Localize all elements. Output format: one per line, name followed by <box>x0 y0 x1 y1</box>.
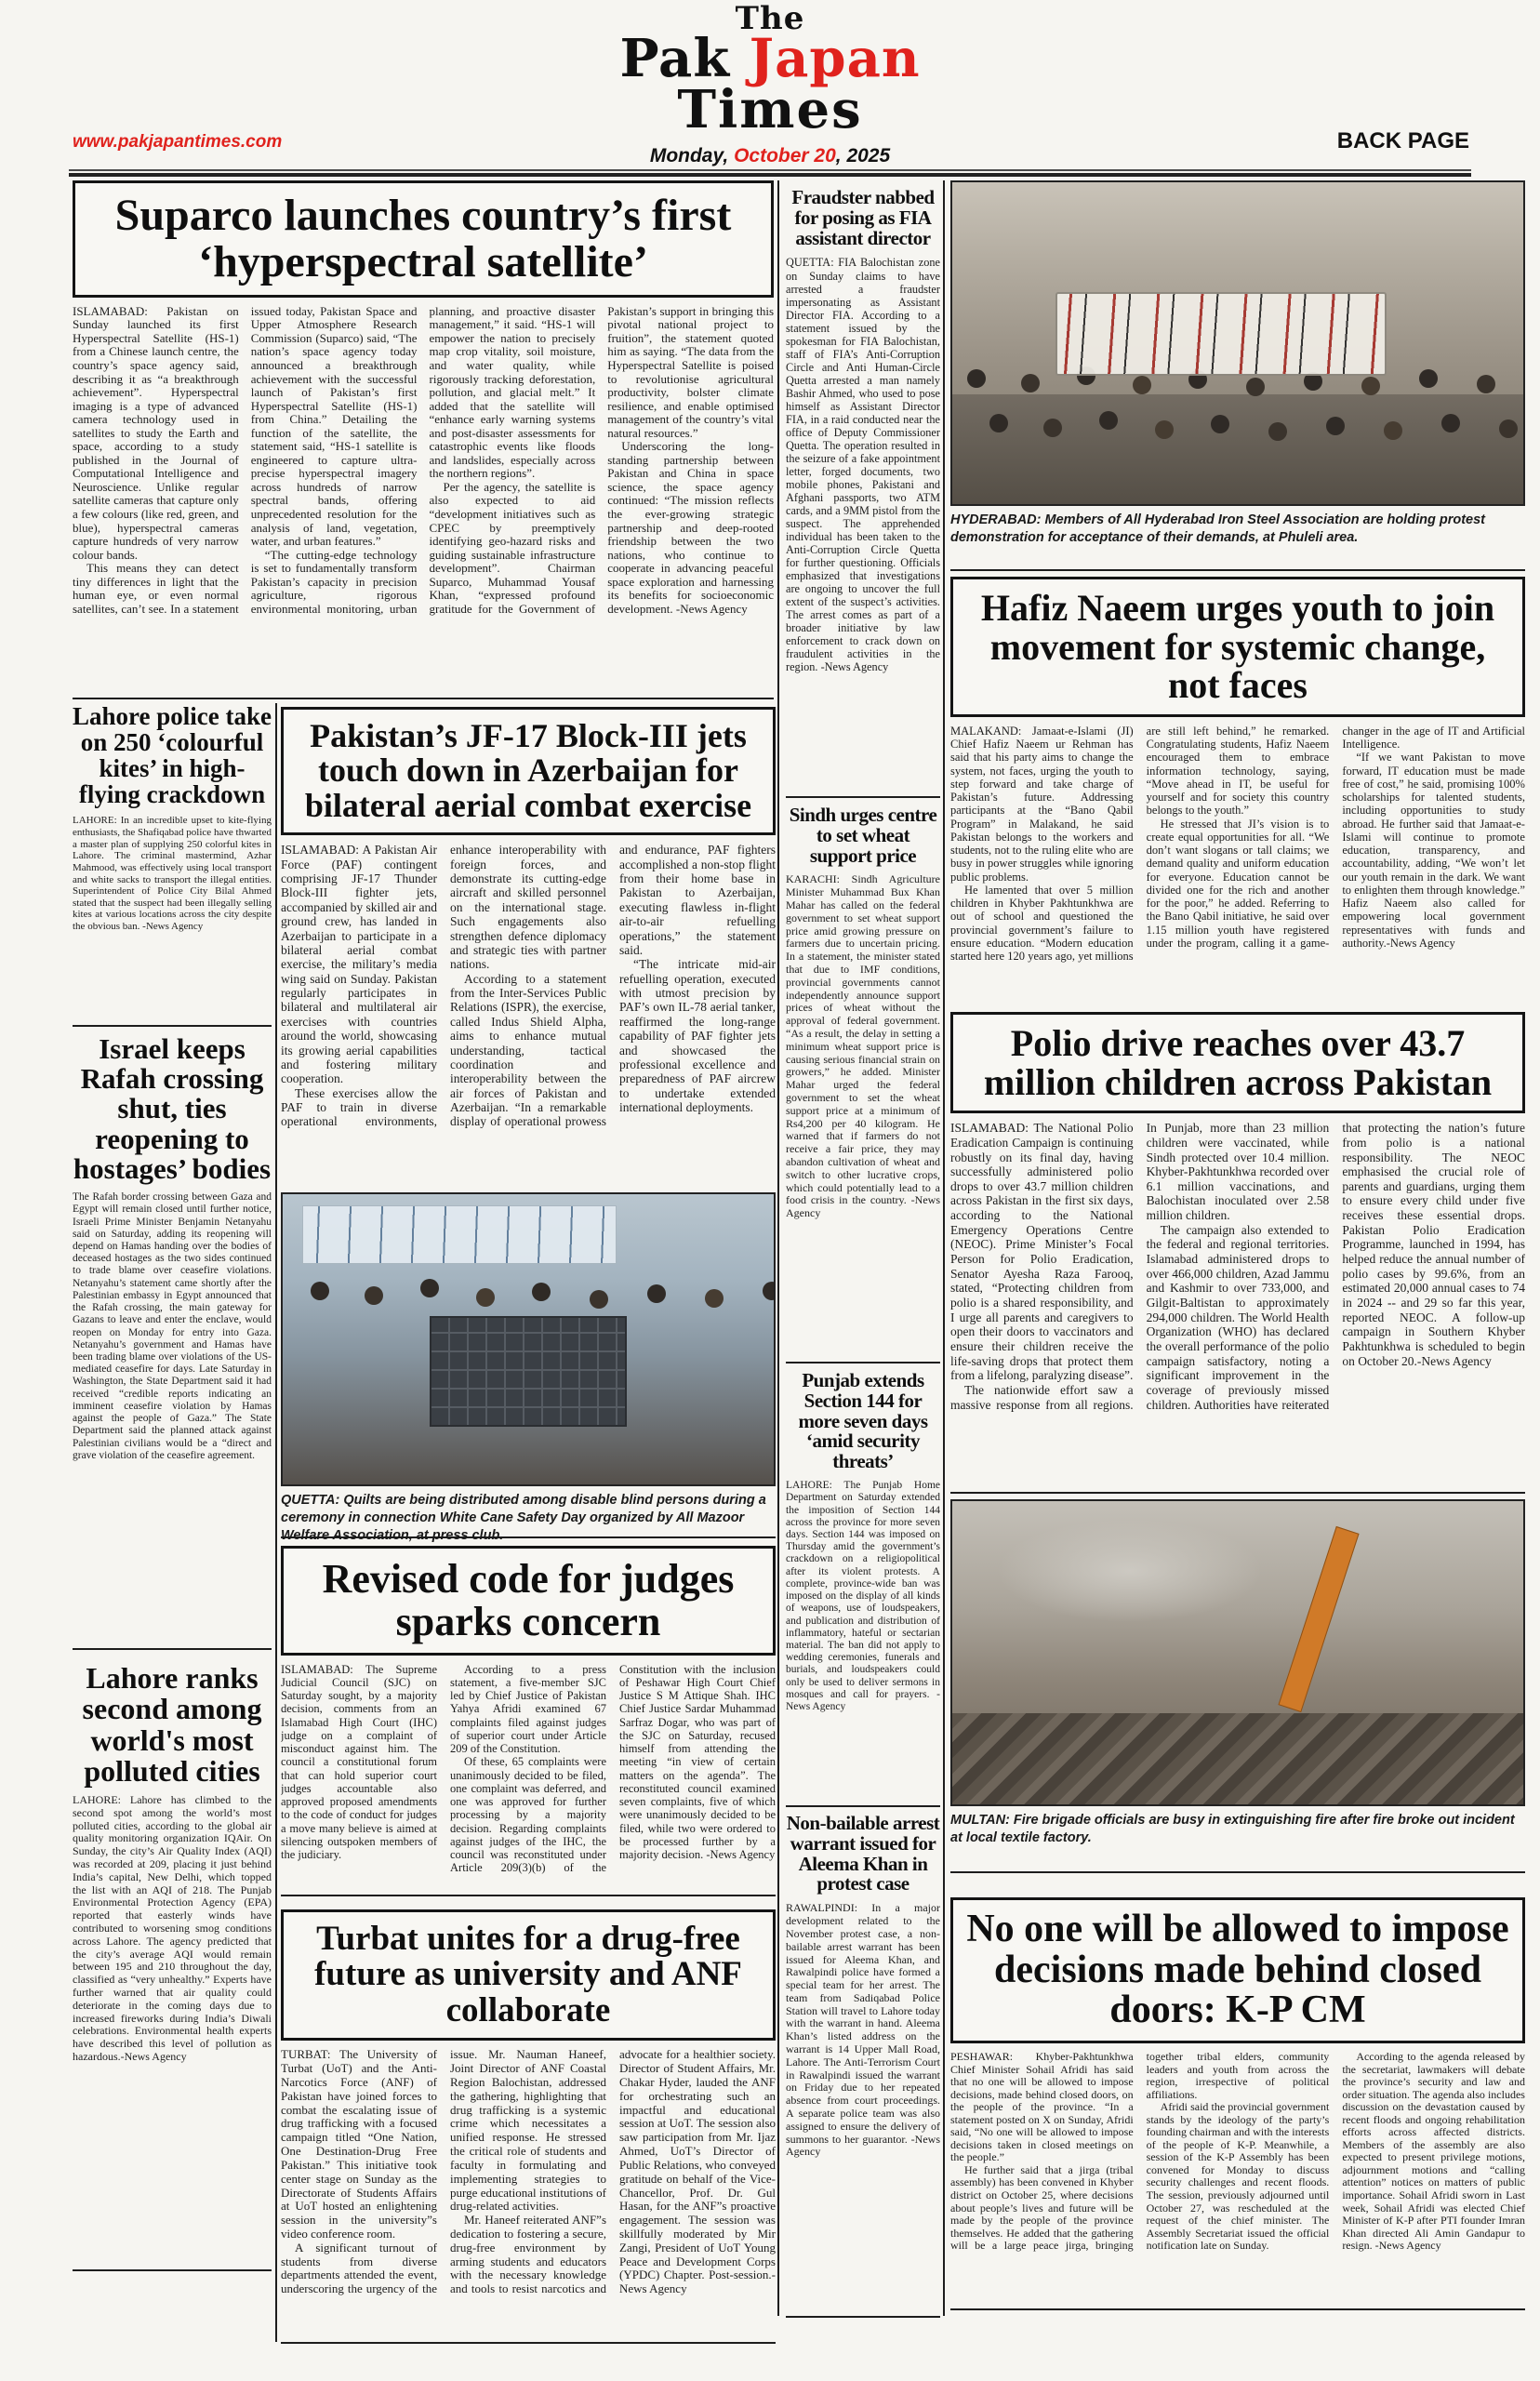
rule-under-kites <box>73 1025 272 1027</box>
protest-crowd-heads-row1 <box>967 369 986 388</box>
page-label: BACK PAGE <box>1336 128 1469 153</box>
website-url: www.pakjapantimes.com <box>73 132 283 152</box>
punjab144-headline: Punjab extends Section 144 for more seven days ‘amid security threats’ <box>798 1371 928 1473</box>
article-jf17 <box>281 707 776 1189</box>
fire-photo <box>950 1499 1525 1806</box>
polluted-headline: Lahore ranks second among world's most polluted cities <box>82 1663 262 1788</box>
rule-under-israel <box>73 1648 272 1650</box>
rule-under-fraudster <box>786 796 940 798</box>
masthead-line1: The <box>735 0 805 37</box>
sindh-body: KARACHI: Sindh Agriculture Minister Muhammad Bux Khan Mahar has called on the federal government to set wheat support price amid growing pressure on farmers due to uncertain pricing. In a statement, the minister stated that due to IMF conditions, provincial governments cannot independently announce support prices of wheat without the approval of federal government. “As a result, the delay in setting a minimum wheat support price is causing serious financial strain on growers,” he added. Minister Mahar urged the federal government to set the wheat support price at a minimum of Rs4,200 per 40 kilogram. He warned that if farmers do not receive a fair price, they may abandon cultivation of wheat and switch to other lucrative crops, which could potentially lead to a food crisis in the country. -News Agency <box>786 873 940 1220</box>
kites-body: LAHORE: In an incredible upset to kite-flying enthusiasts, the Shafiqabad police have thwarted a master plan of supplying 250 colorful kites in Lahore. The criminal mastermind, Azhar Mahmood, was effectively using local transport and white sacks to transport the illegal entities. Superintendent of Police City Bilal Ahmed stated that the suspect had been illegally selling kites at various locations across the city despite the obvious ban. -News Agency <box>73 815 272 933</box>
rule-under-kpcm <box>950 2308 1525 2310</box>
fire-caption: MULTAN: Fire brigade officials are busy in extinguishing fire after fire broke out incident at local textile factory. <box>950 1813 1515 1845</box>
rule-under-polio <box>950 1492 1525 1494</box>
article-punjab144 <box>786 1371 940 1801</box>
israel-body: The Rafah border crossing between Gaza and Egypt will remain closed until further notice, Israeli Prime Minister Benjamin Netanyahu said on Saturday, adding its reopening will depend on Hamas handing over the bodies of deceased hostages as the two sides continued to trade blame over ceasefire violations. Netanyahu’s statement came shortly after the Palestinian embassy in Egypt announced that the Rafah crossing, the main gateway for Gazans to leave and enter the enclave, would reopen on Monday for entry into Gaza. Netanyahu’s government and Hamas have been trading blame over violations of the US-mediated ceasefire for days. Late Saturday in Washington, the State Department said it had received “credible reports indicating an imminent ceasefire violation by Hamas against the people of Gaza.” The State Department said the planned attack against Palestinian civilians would be a “direct and grave violation of the ceasefire agreement. <box>73 1191 272 1461</box>
kites-headline: Lahore police take on 250 ‘colourful kites’ in high-flying crackdown <box>73 703 272 809</box>
smoke <box>998 1520 1260 1623</box>
article-israel <box>73 1034 272 1643</box>
article-kpcm <box>950 1897 1525 2303</box>
article-suparco <box>73 180 774 694</box>
rule-under-punjab <box>786 1805 940 1807</box>
israel-headline: Israel keeps Rafah crossing shut, ties reopening to hostages’ bodies <box>73 1034 272 1185</box>
article-revised <box>281 1546 776 1892</box>
rule-under-protest-caption <box>950 569 1525 571</box>
rule-under-suparco <box>73 698 774 699</box>
rule-under-fire-caption <box>950 1871 1525 1873</box>
turbat-headline: Turbat unites for a drug-free future as university and ANF collaborate <box>281 1909 776 2041</box>
rubble <box>952 1713 1523 1804</box>
crane-arm <box>1278 1526 1359 1712</box>
rule-under-turbat <box>281 2342 776 2344</box>
revised-headline: Revised code for judges sparks concern <box>281 1546 776 1656</box>
quilts-caption: QUETTA: Quilts are being distributed among disable blind persons during a ceremony in connection White Cane Safety Day organized by All Mazoor Welfare Association, at press club. <box>281 1493 766 1543</box>
kpcm-headline: No one will be allowed to impose decisions made behind closed doors: K-P CM <box>950 1897 1525 2043</box>
article-sindh <box>786 805 940 1358</box>
protest-photo-figure <box>950 180 1525 547</box>
fire-photo-figure <box>950 1499 1525 1847</box>
kpcm-body: PESHAWAR: Khyber-Pakhtunkhwa Chief Minister Sohail Afridi has said that no one will be allowed to impose decisions, made behind closed doors, on the people of the province. “In a statement posted on X on Sunday, Afridi said, “No one will be allowed to impose decisions taken in closed meetings on the people.” He further said that a jirga (tribal assembly) has been convened in Khyber district on October 25, where decisions about people’s lives and future will be made by the people of the province themselves. He added that the gathering will be a large peace jirga, bringing together tribal elders, community leaders and youth from across the region, irrespective of political affiliations. Afridi said the provincial government stands by the ideology of the party’s founding chairman and with the interests of the people of K-P. Meanwhile, a session of the K-P Assembly has been convened for Monday to discuss security challenges and recent floods. The session, previously adjourned until October 27, was rescheduled at the request of the chief minister. The Assembly Secretariat issued the official notification late on Sunday. According to the agenda released by the secretariat, lawmakers will debate the province’s security and law and order situation. The agenda also includes discussion on the devastation caused by recent floods and ongoing rehabilitation efforts across affected districts. Members of the assembly are also expected to present privilege motions, adjournment motions and “calling attention” notices on matters of public importance. Sohail Afridi sworn in Last week, Sohail Afridi was elected Chief Minister of K-P after PTI founder Imran Khan directed Ali Amin Gandapur to resign. -News Agency <box>950 2051 1525 2253</box>
article-polio <box>950 1012 1525 1486</box>
fraudster-body: QUETTA: FIA Balochistan zone on Sunday claims to have arrested a fraudster impersonating as Assistant Director FIA. According to a statement issued by the spokesman for FIA Balochistan, staff of FIA’s Anti-Corruption Circle and Anti Human-Circle Quetta arrested a man namely Bashir Ahmed, who used to pose himself as Assistant Director FIA, in a raid conducted near the office of Deputy Commissioner Quetta. The operation resulted in the seizure of a fake appointment letter, forged documents, two mobile phones, Pakistani and Afghani passports, two ATM cards, and a 9MM pistol from the suspect. The apprehended individual has been taken to the Anti-Corruption Circle Quetta for further questioning. Officials emphasized that investigations are ongoing to uncover the full extent of the suspect’s activities. The arrest comes as part of a broader initiative by law enforcement to crack down on fraudulent activities in the region. -News Agency <box>786 256 940 673</box>
revised-body: ISLAMABAD: The Supreme Judicial Council (SJC) on Saturday sought, by a majority decision, comments from an Islamabad High Court (IHC) judge on a complaint of misconduct against him. The council a constitutional forum that can hold superior court judges accountable also approved proposed amendments to the code of conduct for judges a move many believe is aimed at silencing outspoken members of the judiciary. According to a press statement, a five-member SJC led by Chief Justice of Pakistan Yahya Afridi examined 67 complaints filed against judges of superior court under Article 209 of the Constitution. Of these, 65 complaints were unanimously decided to be filed, one complaint was deferred, and one was approved for further processing by a majority decision. Regarding complaints against judges of the IHC, the council was reconstituted under Article 209(3)(b) of the Constitution with the inclusion of Peshawar High Court Chief Justice S M Attique Shah. IHC Chief Justice Sardar Muhammad Sarfraz Dogar, who was part of the SJC on Saturday, recused himself from attending the meeting “in view of certain matters on the agenda”. The reconstituted council examined seven complaints, five of which were unanimously decided to be filed, while two were ordered to be processed further by a majority decision. -News Agency <box>281 1662 776 1875</box>
protest-crowd-heads-row2 <box>989 414 1008 432</box>
jf17-headline: Pakistan’s JF-17 Block-III jets touch down in Azerbaijan for bilateral aerial combat exercise <box>281 707 776 835</box>
article-fraudster <box>786 188 940 791</box>
article-hafiz <box>950 577 1525 1004</box>
article-aleema <box>786 1814 940 2308</box>
quilts-photo <box>281 1192 776 1486</box>
fraudster-headline: Fraudster nabbed for posing as FIA assistant director <box>791 188 935 249</box>
protest-caption: HYDERABAD: Members of All Hyderabad Iron Steel Association are holding protest demonstration for acceptance of their demands, at Phuleli area. <box>950 512 1485 545</box>
rule-under-sindh <box>786 1362 940 1363</box>
hafiz-headline: Hafiz Naeem urges youth to join movement for systemic change, not faces <box>950 577 1525 717</box>
punjab144-body: LAHORE: The Punjab Home Department on Saturday extended the imposition of Section 144 across the province for more seven days. Section 144 was imposed on Thursday amid the government’s crackdown on a religiopolitical after its violent protests. A complete, province-wide ban was imposed on the display of all kinds of weapons, use of loudspeakers, and publication and distribution of inflammatory, hateful or sectarian material. The ban did not apply to wedding ceremonies, funerals and burials, and loudspeakers could only be used to deliver sermons in mosques and call for prayers. -News Agency <box>786 1480 940 1713</box>
quilts-banner <box>302 1205 617 1263</box>
rule-under-revised <box>281 1895 776 1896</box>
quilts-photo-figure <box>281 1192 776 1545</box>
date-month-day: October 20 <box>734 145 836 166</box>
polio-headline: Polio drive reaches over 43.7 million children across Pakistan <box>950 1012 1525 1113</box>
divider-vertical-1 <box>777 180 779 2316</box>
polio-body: ISLAMABAD: The National Polio Eradication Campaign is continuing robustly on its final day, having successfully administered polio drops to over 43.7 million children across Pakistan in the first six days, according to the National Emergency Operations Centre (NEOC). Prime Minister’s Focal Person for Polio Eradication, Senator Ayesha Raza Farooq, stated, “Protecting children from polio is a shared responsibility, and I urge all parents and caregivers to open their doors to vaccinators and ensure their children receive the life-saving drops that protect them from a lifelong, paralyzing disease”. The nationwide effort saw a massive response from all regions. In Punjab, more than 23 million children were vaccinated, while Sindh protected over 10.4 million. Khyber-Pakhtunkhwa recorded over 6.1 million vaccinations, and Balochistan inoculated over 2.58 million children. The campaign also extended to the federal and regional territories. Islamabad administered drops to over 466,000 children, Azad Jammu and Kashmir to over 733,000, and Gilgit-Baltistan to approximately 294,000 children. The World Health Organization (WHO) has declared the overall performance of the polio campaign satisfactory, noting a significant improvement in the coverage of previously missed children. Authorities have reiterated that protecting the nation’s future from polio is a national responsibility. The NEOC emphasised the crucial role of parents and guardians, urging them to ensure every child under five receives these essential drops. Pakistan Polio Eradication Programme, launched in 1994, has helped reduce the annual number of polio cases by 99.6%, from an estimated 20,000 annual cases to 74 in 2024 -- and 29 so far this year, reported NEOC. A follow-up campaign in Southern Khyber Pakhtunkhwa is scheduled to begin on October 20.-News Agency <box>950 1121 1525 1412</box>
masthead-pak: Pak <box>619 28 750 90</box>
divider-vertical-3 <box>275 703 277 2342</box>
article-turbat <box>281 1909 776 2339</box>
suparco-body: ISLAMABAD: Pakistan on Sunday launched its first Hyperspectral Satellite (HS-1) from a Chinese launch centre, the country’s space agency said, describing it as “a breakthrough achievement”. Hyperspectral imaging is a type of advanced camera technology used in satellites to study the Earth and space, according to a study published in the Journal of Computational Intelligence and Neuroscience. Unlike regular satellite cameras that capture only a few colours (like red, green, and blue), hyperspectral cameras capture hundreds of very narrow colour bands. This means they can detect tiny differences in light that the human eye, or even normal satellites, can’t see. In a statement issued today, Pakistan Space and Upper Atmosphere Research Commission (Suparco) said, “The nation’s space agency today announced a breakthrough achievement with the successful launch of Pakistan’s first Hyperspectral Satellite (HS-1) from China.” Detailing the function of the satellite, the statement said, “HS-1 satellite is engineered to capture ultra-precise hyperspectral imagery across hundreds of narrow spectral bands, offering unprecedented resolution for the analysis of land, vegetation, water, and urban features.” “The cutting-edge technology is set to fundamentally transform Pakistan’s capacity in precision agriculture, rigorous environmental monitoring, urban planning, and proactive disaster management,” it said. “HS-1 will empower the nation to precisely map crop vitality, soil moisture, and water quality, while rigorously tracking deforestation, pollution, and glacial melt.” It added that the satellite will “enhance early warning systems and post-disaster assessments for catastrophic events like floods and landslides, especially across the northern regions”. Per the agency, the satellite is also expected to aid “development initiatives such as CPEC by preemptively identifying geo-hazard risks and guiding sustainable infrastructure development”. Chairman Suparco, Muhammad Yousaf Khan, “expressed profound gratitude for the Government of Pakistan’s support in bringing this pivotal national project to fruition”, the statement quoted him as saying. “The data from the Hyperspectral Satellite is poised to revolutionise agricultural productivity, bolster climate resilience, and enable optimised management of the country’s vital natural resources.” Underscoring the long-standing partnership between Pakistan and China in space science, the space agency continued: “The mission reflects the ever-growing strategic partnership and deep-rooted friendship between the two nations, who continue to cooperate in advancing peaceful space exploration and harnessing its benefits for socioeconomic development. -News Agency <box>73 304 774 616</box>
sindh-headline: Sindh urges centre to set wheat support price <box>789 805 937 867</box>
header-rule <box>69 169 1471 177</box>
hafiz-body: MALAKAND: Jamaat-e-Islami (JI) Chief Hafiz Naeem ur Rehman has said that his party aims to change the system, not faces, urging the youth to step forward and take charge of Pakistan’s future. Addressing participants at the “Bano Qabil Program” in Malakand, he said Pakistan belongs to the workers and students, not to the ruling elite who are busy in power struggles while ignoring public problems. He lamented that over 5 million children in Khyber Pakhtunkhwa are out of school and questioned the provincial government’s failure to ensure education. “Modern education started here 120 years ago, yet millions are still left behind,” he remarked. Congratulating students, Hafiz Naeem encouraged them to embrace information technology, saying, “Move ahead in IT, be useful for yourself and for society this country belongs to the youth.” He stressed that JI’s vision is to create equal opportunities for all. “We don’t want slogans or tall claims; we demand quality and uniform education for everyone. Education cannot be divided one for the rich and another for the poor,” he added. Referring to the Bano Qabil initiative, he said over 1.15 million youth have registered under the program, calling it a game-changer in the age of IT and Artificial Intelligence. “If we want Pakistan to move forward, IT education must be made free of cost,” he said, promising 100% scholarships for talented students, including opportunities to study abroad. He further said that Jamaat-e-Islami will continue to promote education, transparency, and accountability, adding, “We won’t let our youth remain in the dark. We want to enlighten them through knowledge.” Hafiz Naeem also called for empowering local government representatives with funds and authority.-News Agency <box>950 724 1525 964</box>
quilt <box>430 1316 626 1427</box>
masthead-line3: Times <box>677 79 863 141</box>
masthead-japan: Japan <box>749 28 921 90</box>
quilts-people-heads <box>311 1282 329 1300</box>
article-kites <box>73 703 272 1021</box>
protest-banner <box>1055 292 1387 376</box>
aleema-headline: Non-bailable arrest warrant issued for Aleema Khan in protest case <box>786 1814 940 1895</box>
rule-under-aleema <box>786 2316 940 2318</box>
turbat-body: TURBAT: The University of Turbat (UoT) and the Anti-Narcotics Force (ANF) of Pakistan have joined forces to combat the escalating issue of drug trafficking with a focused campaign titled “One Nation, One Destination-Drug Free Pakistan.” This initiative took center stage on Sunday as the Directorate of Students Affairs at UoT hosted an enlightening session in the university”s video conference room. A significant turnout of students from diverse departments attended the event, underscoring the urgency of the issue. Mr. Nauman Haneef, Joint Director of ANF Coastal Region Balochistan, addressed the gathering, highlighting that drug trafficking is a systemic crime which necessitates a unified response. He stressed the critical role of students and faculty in formulating and implementing strategies to purge educational institutions of drug-related activities. Mr. Haneef reiterated ANF”s dedication to fostering a secure, drug-free environment by arming students and educators with the necessary knowledge and tools to resist narcotics and advocate for a healthier society. Director of Student Affairs, Mr. Chakar Hyder, lauded the ANF for orchestrating such an impactful and educational session at UoT. The session also saw participation from Mr. Ijaz Ahmed, UoT’s Director of Public Relations, who conveyed gratitude on behalf of the Vice-Chancellor, Prof. Dr. Gul Hasan, for the ANF”s proactive engagement. The session was skillfully moderated by Mir Zangi, President of UoT Young Peace and Development Corps (YPDC) Chapter. Post-session.-News Agency <box>281 2048 776 2296</box>
jf17-body: ISLAMABAD: A Pakistan Air Force (PAF) contingent comprising JF-17 Thunder Block-III fighter jets, accompanied by skilled air and ground crew, has landed in Azerbaijan to participate in a bilateral aerial combat exercise, the military’s media wing said on Sunday. Pakistan regularly participates in bilateral and multilateral air exercises with countries around the world, showcasing its growing aerial capabilities and fostering military cooperation. These exercises allow the PAF to train in diverse operational environments, enhance interoperability with foreign forces, and demonstrate its cutting-edge aircraft and skilled personnel on the international stage. Such engagements also strengthen defence diplomacy and strategic ties with partner nations. According to a statement from the Inter-Services Public Relations (ISPR), the exercise, called Indus Shield Alpha, aims to enhance mutual understanding, tactical coordination and interoperability between the air forces of Pakistan and Azerbaijan. “In a remarkable display of operational prowess and endurance, PAF fighters accomplished a non-stop flight from their home base in Pakistan to Azerbaijan, executing flawless in-flight air-to-air refuelling operations,” the statement said. “The intricate mid-air refuelling operation, executed with utmost precision by PAF’s own IL-78 aerial tanker, reaffirmed the long-range capability of PAF fighter jets and showcased the professional excellence and preparedness of PAF aircrew to undertake extended international deployments. <box>281 843 776 1129</box>
protest-crowd <box>952 394 1523 504</box>
suparco-headline: Suparco launches country’s first ‘hyperspectral satellite’ <box>73 180 774 298</box>
protest-photo <box>950 180 1525 506</box>
date-year: , 2025 <box>835 145 891 166</box>
date-day: Monday, <box>649 145 735 166</box>
aleema-body: RAWALPINDI: In a major development related to the November protest case, a non-bailable arrest warrant has been issued for Aleema Khan, and Rawalpindi police have formed a special team for her arrest. The team from Sadiqabad Police Station will travel to Lahore today with the warrant in hand. Aleema Khan’s listed address on the warrant is 14 Upper Mall Road, Lahore. The Anti-Terrorism Court in Rawalpindi issued the warrant on Friday due to her repeated absence from court proceedings. A separate police team was also assigned to ensure the delivery of summons to her guarantor. -News Agency <box>786 1902 940 2159</box>
rule-under-polluted <box>73 2269 272 2271</box>
divider-vertical-2 <box>943 180 945 2316</box>
polluted-body: LAHORE: Lahore has climbed to the second spot among the world’s most polluted cities, according to the global air quality monitoring organization IQAir. On Sunday, the city’s Air Quality Index (AQI) was recorded at 209, placing it just behind India’s capital, New Delhi, which topped the list with an AQI of 218. The Punjab Environmental Protection Agency (EPA) reported that easterly winds have contributed to worsening smog conditions across Lahore. The agency predicted that the city’s average AQI would remain between 195 and 210 throughout the day, classified as “very unhealthy.” Experts have further warned that air quality could deteriorate in the coming days due to increased fireworks during India’s Diwali celebrations. Environmental health experts have described this level of pollution as hazardous.-News Agency <box>73 1794 272 2063</box>
article-polluted <box>73 1663 272 2266</box>
masthead-line2 <box>0 28 1540 90</box>
issue-date <box>0 145 1540 167</box>
